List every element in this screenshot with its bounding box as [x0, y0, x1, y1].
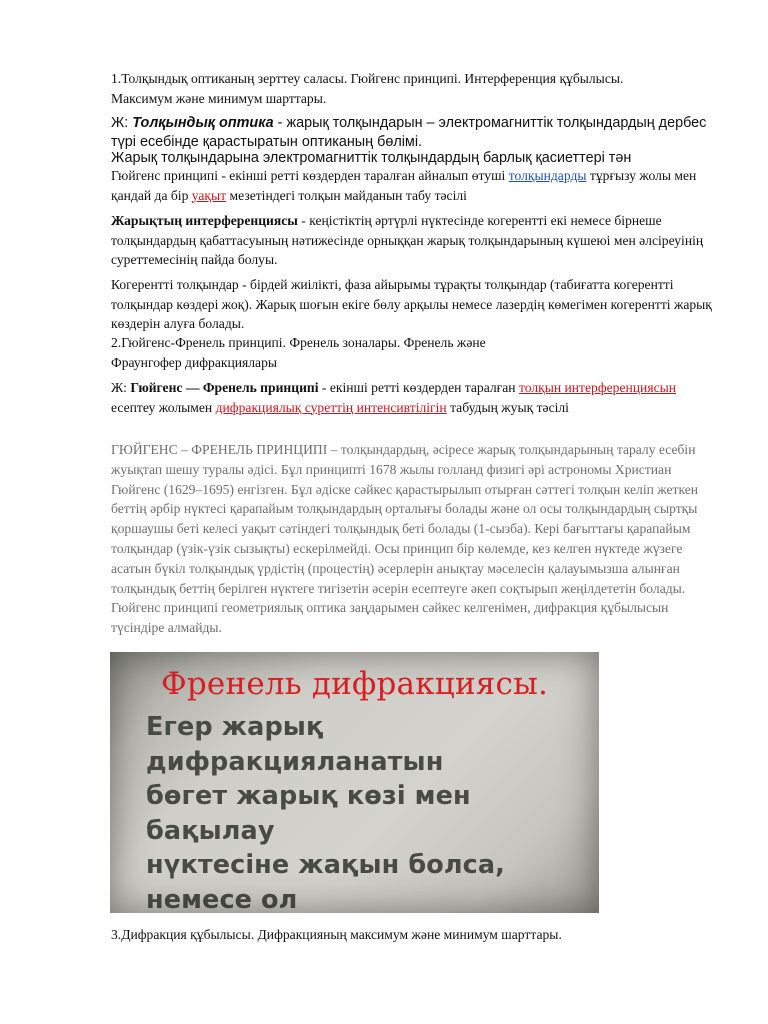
- optics-definition: [111, 114, 715, 151]
- figure-title: Френель дифракциясы.: [160, 666, 549, 702]
- question-1: [111, 69, 715, 108]
- interference-definition: [111, 211, 715, 270]
- fresnel-diffraction-image: [110, 652, 599, 913]
- hf-text-1: - екінші ретті көздерден таралған: [318, 380, 519, 395]
- question-1-line-2: Максимум және минимум шарттары.: [111, 90, 327, 106]
- figure-body-text: Егер жарық дифракцияланатын бөгет жарық көзі мен бақылау нүктесіне жақын болса, немесе ол: [146, 712, 505, 913]
- diffraction-intensity-link[interactable]: дифракциялық суреттің интенсивтілігін: [215, 399, 447, 415]
- wave-interference-link[interactable]: толқын интерференциясын: [518, 380, 677, 395]
- hf-text-2: есептеу жолымен: [111, 399, 216, 415]
- optics-term: Толқындық оптика: [132, 115, 274, 131]
- question-2: [111, 333, 715, 372]
- waves-link[interactable]: толқындарды: [508, 168, 587, 183]
- question-2-line-2: Фраунгофер дифракциялары: [111, 354, 278, 370]
- huygens-text-1: Гюйгенс принципі - екінші ретті көздерден таралған айналып өтуші: [111, 168, 509, 183]
- optics-definition-text: - жарық толқындарын – электромагниттік толқындардың дербес түрі есебінде қарастыратын оптиканың бөлімі.: [111, 115, 707, 150]
- answer-prefix: Ж:: [111, 115, 133, 131]
- interference-term: Жарықтың интерференциясы: [111, 213, 298, 228]
- hf-text-3: табудың жуық тәсілі: [446, 399, 569, 415]
- huygens-fresnel-definition: [111, 378, 715, 417]
- huygens-fresnel-term: Гюйгенс — Френель принципі: [130, 380, 319, 395]
- huygens-text-2: тұрғызу жолы мен қандай да бір: [111, 168, 697, 203]
- question-2-line-1: 2.Гюйгенс-Френель принципі. Френель зоналары. Френель және: [111, 335, 486, 350]
- answer-prefix-2: Ж:: [111, 380, 131, 395]
- huygens-definition: [111, 166, 715, 205]
- huygens-text-3: мезетіндегі толқын майданын табу тәсілі: [226, 187, 467, 203]
- question-3: 3.Дифракция құбылысы. Дифракцияның максимум және минимум шарттары.: [111, 927, 562, 942]
- time-link[interactable]: уақыт: [191, 187, 227, 203]
- huygens-fresnel-article: ГЮЙГЕНС – ФРЕНЕЛЬ ПРИНЦИПІ – толқындардың, әсіресе жарық толқындарының таралу есебін жуықтап шешу туралы әдісі. Бұл принципті 1678 жылы голланд физигі әрі астрономы Христиан Гюйгенс (1629–1695) енгізген. Бұл әдіске сәйкес қарастырылып отырған сәттегі толқын келіп жеткен беттің әрбір нүктесі қарапайым толқындардың орталығы болады және ол осы толқындардың сыртқы қоршаушы беті келесі уақыт сәтіндегі толқындық беті болады (1-сызба). Кері бағыттағы қарапайым толқындар (үзік-үзік сызықты) ескерілмейді. Осы принцип бір көлемде, кез келген нүктеде жүзеге асатын бүкіл толқындық үрдістің (процестің) әсерлерін анықтау мәселесін қалауымызша алынған толқындық беттің берілген нүктеге тигізетін әсерін есептеуге әкеп соқтырып жеңілдететін болады. Гюйгенс принципі геометриялық оптика заңдарымен сәйкес келгенімен, дифракция құбылысын түсіндіре алмайды.: [111, 442, 699, 636]
- interference-definition-text: - кеңістіктің әртүрлі нүктесінде когерентті екі немесе бірнеше толқындардың қабаттасуының нәтижесінде орныққан жарық толқындарының күшеюі мен әлсіреуінің суреттемесінің пайда болуы.: [111, 213, 704, 267]
- question-1-line-1: 1.Толқындық оптиканың зерттеу саласы. Гюйгенс принципі. Интерференция құбылысы.: [111, 71, 624, 86]
- coherent-definition: Когерентті толқындар - бірдей жиілікті, фаза айырымы тұрақты толқындар (табиғатта когерентті толқындар көздері жоқ). Жарық шоғын екіге бөлу арқылы немесе лазердің көмегімен когерентті жарық көздерін алуға болады.: [111, 277, 712, 331]
- light-properties: Жарық толқындарына электромагниттік толқындардың барлық қасиеттері тән: [111, 150, 632, 166]
